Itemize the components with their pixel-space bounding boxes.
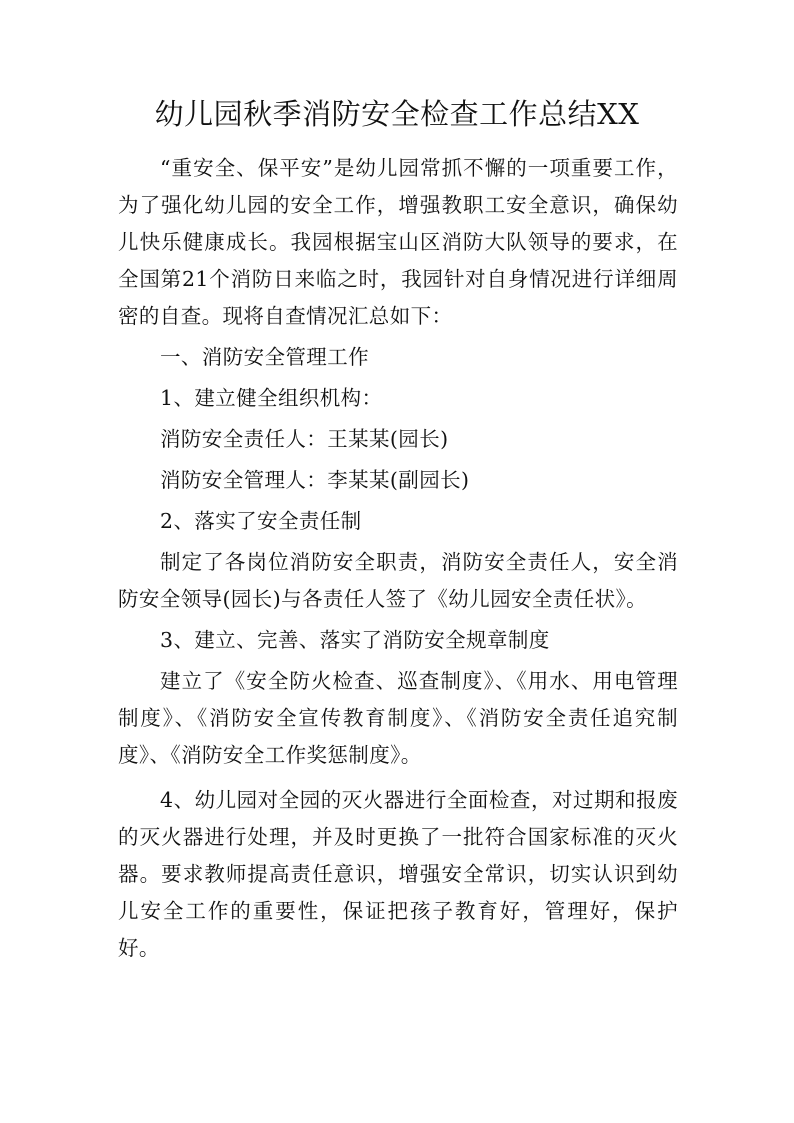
section-heading: 一、消防安全管理工作 xyxy=(160,345,369,369)
responsible-person-line: 消防安全责任人：王某某(园长) xyxy=(160,427,449,451)
manager-line: 消防安全管理人：李某某(副园长) xyxy=(160,468,470,492)
document-body xyxy=(118,150,678,967)
item-heading: 2、落实了安全责任制 xyxy=(160,509,362,533)
item-paragraph: 建立了《安全防火检查、巡查制度》、《用水、用电管理制度》、《消防安全宣传教育制度》、《消防安全责任追究制度》、《消防安全工作奖惩制度》。 xyxy=(118,669,678,767)
item-paragraph: 制定了各岗位消防安全职责，消防安全责任人，安全消防安全领导(园长)与各责任人签了《幼儿园安全责任状》。 xyxy=(118,550,678,611)
document-title: 幼儿园秋季消防安全检查工作总结XX xyxy=(154,97,640,131)
item-heading: 3、建立、完善、落实了消防安全规章制度 xyxy=(160,628,550,652)
item-heading: 1、建立健全组织机构： xyxy=(160,386,383,410)
item-paragraph: 4、幼儿园对全园的灭火器进行全面检查，对过期和报废的灭火器进行处理，并及时更换了一批符合国家标准的灭火器。要求教师提高责任意识，增强安全常识，切实认识到幼儿安全工作的重要性，保证把孩子教育好，管理好，保护好。 xyxy=(118,788,678,960)
intro-paragraph: “重安全、保平安”是幼儿园常抓不懈的一项重要工作，为了强化幼儿园的安全工作，增强教职工安全意识，确保幼儿快乐健康成长。我园根据宝山区消防大队领导的要求，在全国第21个消防日来临之时，我园针对自身情况进行详细周密的自查。现将自查情况汇总如下： xyxy=(118,156,678,328)
